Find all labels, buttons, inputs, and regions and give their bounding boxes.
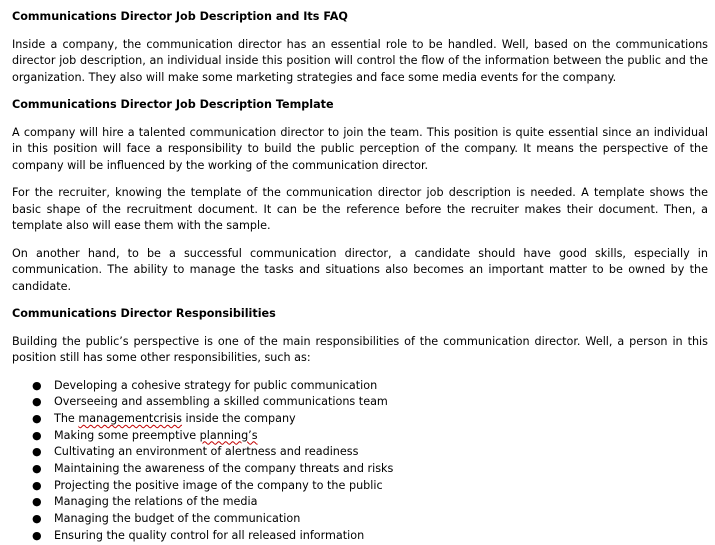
list-item-text: Ensuring the quality control for all released information xyxy=(54,528,365,542)
responsibilities-list xyxy=(12,378,708,545)
list-item-text: Maintaining the awareness of the company threats and risks xyxy=(54,462,394,476)
section-heading-responsibilities: Communications Director Responsibilities xyxy=(12,307,276,320)
bullet-icon: ● xyxy=(32,411,42,425)
list-item xyxy=(12,378,708,395)
template-paragraph-3: On another hand, to be a successful communication director, a candidate should have good skills, especially in communication. The ability to manage the tasks and situations also becomes an important matter to be owned by the candidate. xyxy=(12,246,708,293)
bullet-icon: ● xyxy=(32,395,42,409)
spellcheck-flagged-word[interactable]: planning’s xyxy=(199,428,258,442)
template-paragraph-2: For the recruiter, knowing the template of the communication director job description is needed. A template shows the basic shape of the recruitment document. It can be the reference before the recruiter makes their document. Then, a template also will ease them with the sample. xyxy=(12,186,708,232)
list-item xyxy=(12,511,708,528)
list-item-text: Making some preemptive planning’s xyxy=(54,428,258,442)
bullet-icon: ● xyxy=(32,495,42,509)
bullet-icon: ● xyxy=(32,378,42,392)
list-item xyxy=(12,428,708,445)
list-item-text: Managing the relations of the media xyxy=(54,495,258,509)
list-item-text: Cultivating an environment of alertness and readiness xyxy=(54,445,359,459)
list-item xyxy=(12,494,708,511)
document-title: Communications Director Job Description and Its FAQ xyxy=(12,10,348,23)
intro-paragraph: Inside a company, the communication director has an essential role to be handled. Well, based on the communications director job description, an individual inside this position will control the flow of the information between the public and the organization. They also will make some marketing strategies and face some media events for the company. xyxy=(12,37,708,84)
list-item-text: Developing a cohesive strategy for public communication xyxy=(54,378,378,392)
list-item xyxy=(12,461,708,478)
bullet-icon: ● xyxy=(32,428,42,442)
document-page xyxy=(12,9,708,545)
responsibilities-intro: Building the public’s perspective is one of the main responsibilities of the communication director. Well, a person in this position still has some other responsibilities, such as: xyxy=(12,334,708,364)
list-item xyxy=(12,444,708,461)
bullet-icon: ● xyxy=(32,528,42,542)
spellcheck-flagged-word[interactable]: managementcrisis xyxy=(78,411,182,425)
list-item xyxy=(12,394,708,411)
bullet-icon: ● xyxy=(32,478,42,492)
list-item xyxy=(12,528,708,545)
list-item xyxy=(12,411,708,428)
list-item-text: Projecting the positive image of the company to the public xyxy=(54,478,383,492)
list-item-text: Managing the budget of the communication xyxy=(54,512,301,526)
list-item xyxy=(12,478,708,495)
template-paragraph-1: A company will hire a talented communication director to join the team. This position is quite essential since an individual in this position will face a responsibility to build the public perception of the company. It means the perspective of the company will be influenced by the working of the communication director. xyxy=(12,125,708,172)
bullet-icon: ● xyxy=(32,445,42,459)
bullet-icon: ● xyxy=(32,462,42,476)
section-heading-template: Communications Director Job Description Template xyxy=(12,98,334,111)
bullet-icon: ● xyxy=(32,512,42,526)
list-item-text: The managementcrisis inside the company xyxy=(54,411,296,425)
list-item-text: Overseeing and assembling a skilled communications team xyxy=(54,395,388,409)
